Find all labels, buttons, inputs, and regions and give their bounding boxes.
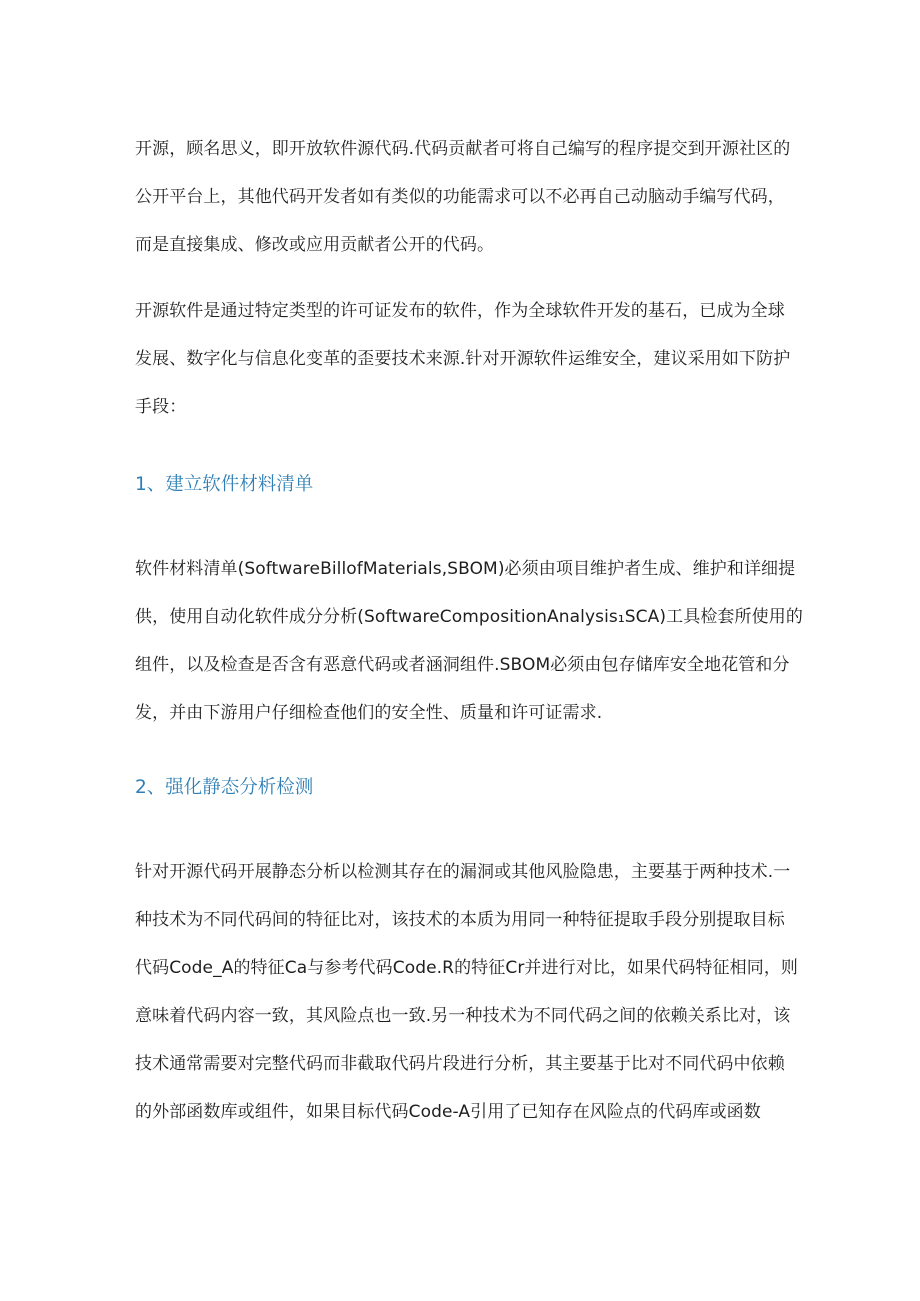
intro-line: 开源，顾名思义，即开放软件源代码.代码贡献者可将自己编写的程序提交到开源社区的 (135, 139, 791, 159)
static-analysis-line: 意味着代码内容一致，其风险点也一致.另一种技术为不同代码之间的依赖关系比对，该 (135, 1006, 791, 1026)
section-heading-sbom: 1、建立软件材料清单 (135, 474, 314, 495)
overview-line: 手段： (135, 397, 187, 417)
static-analysis-line: 针对开源代码开展静态分析以检测其存在的漏洞或其他风脸隐患，主要基于两种技术.一 (135, 862, 791, 882)
sbom-line: 软件材料清单(SoftwareBillofMaterials,SBOM)必须由项目维护者生成、维护和详细提 (135, 559, 796, 579)
static-analysis-line: 种技术为不同代码间的特征比对，该技术的本质为用同一种特征提取手段分别提取目标 (135, 910, 785, 930)
sbom-line: 组件，以及检查是否含有恶意代码或者涵洞组件.SBOM必须由包存储库安全地花管和分 (135, 655, 790, 675)
section-heading-static-analysis: 2、强化静态分析检测 (135, 777, 314, 798)
overview-paragraph (135, 287, 791, 431)
overview-line: 发展、数字化与信息化变革的歪要技术来源.针对开源软件运维安全，建议采用如下防护 (135, 349, 791, 369)
static-analysis-line: 的外部函数库或组件，如果目标代码Code-A引用了已知存在风险点的代码库或函数 (135, 1102, 761, 1122)
intro-line: 公开平台上，其他代码开发者如有类似的功能需求可以不必再自己动脑动手编写代码， (135, 187, 785, 207)
intro-line: 而是直接集成、修改或应用贡献者公开的代码。 (135, 235, 495, 255)
overview-line: 开源软件是通过特定类型的许可证发布的软件，作为全球软件开发的基石，已成为全球 (135, 301, 785, 321)
static-analysis-line: 技术通常需要对完整代码而非截取代码片段进行分析，其主要基于比对不同代码中依赖 (135, 1054, 785, 1074)
sbom-paragraph (135, 545, 803, 737)
static-analysis-paragraph (135, 848, 799, 1136)
intro-paragraph (135, 125, 791, 269)
sbom-line: 供，使用自动化软件成分分析(SoftwareCompositionAnalysis₁SCA)工具检套所使用的 (135, 607, 803, 627)
sbom-line: 发，并由下游用户仔细检查他们的安全性、质量和许可证需求. (135, 703, 603, 723)
static-analysis-line: 代码Code_A的特征Ca与参考代码Code.R的特征Cr并进行对比，如果代码特征相同，则 (135, 958, 799, 978)
